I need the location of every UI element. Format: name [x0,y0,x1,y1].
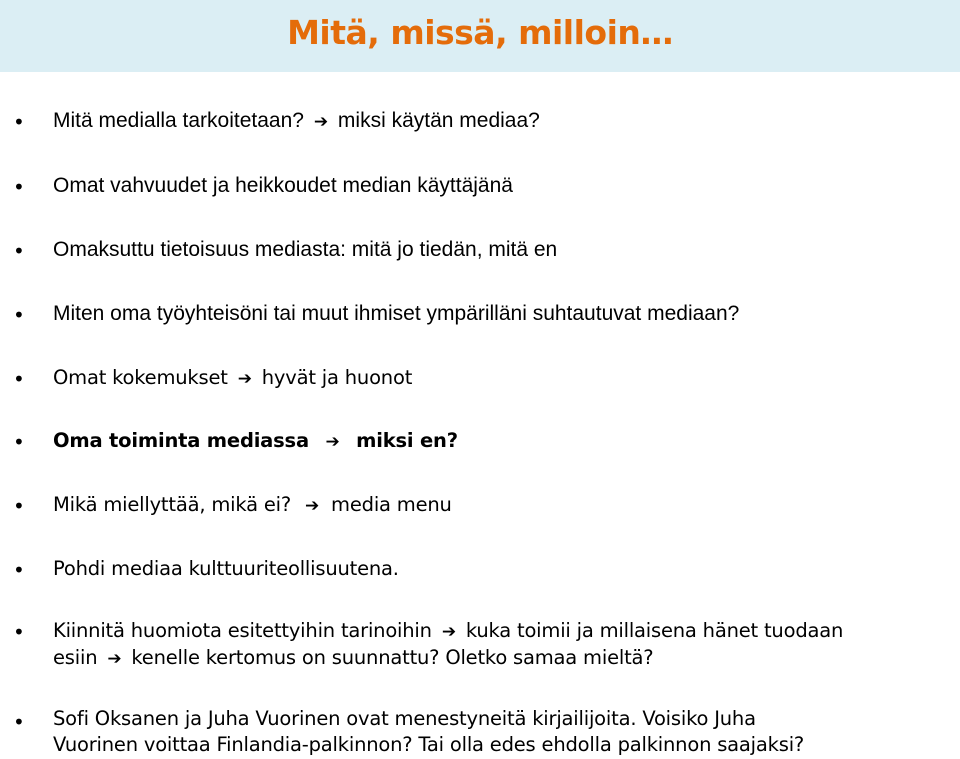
item-text: kenelle kertomus on suunnattu? Oletko samaa mieltä? [131,646,654,669]
arrow-right-icon: ➔ [441,622,456,642]
list-item [53,618,953,672]
arrow-right-icon: ➔ [313,112,329,132]
list-item [53,301,953,327]
arrow-right-icon: ➔ [237,369,252,389]
item-text: kuka toimii ja millaisena hänet tuodaan [465,619,844,642]
item-text: miksi en? [356,429,458,452]
arrow-right-icon: ➔ [107,649,122,669]
arrow-right-icon: ➔ [325,432,340,452]
list-item [53,428,953,455]
bullet-dot: • [13,620,25,644]
item-text: Mikä miellyttää, mikä ei? [53,493,291,516]
item-text: Miten oma työyhteisöni tai muut ihmiset ympärilläni suhtautuvat mediaan? [53,302,740,325]
list-item [53,173,953,199]
bullet-dot: • [13,239,25,263]
bullet-dot: • [13,558,25,582]
item-text: Omaksuttu tietoisuus mediasta: mitä jo tiedän, mitä en [53,238,558,261]
list-item [53,706,953,758]
arrow-right-icon: ➔ [305,496,320,516]
list-item [53,492,953,519]
bullet-dot: • [13,303,25,327]
bullet-dot: • [13,175,25,199]
bullet-dot: • [13,494,25,518]
item-text: Mitä medialla tarkoitetaan? [53,109,304,132]
bullet-dot: • [13,367,25,391]
item-text: hyvät ja huonot [261,366,413,389]
bullet-dot: • [13,110,25,134]
item-text: Vuorinen voittaa Finlandia-palkinnon? Tai olla edes ehdolla palkinnon saajaksi? [53,733,805,756]
item-text: Pohdi mediaa kulttuuriteollisuutena. [53,557,399,580]
slide-title: Mitä, missä, milloin… [287,13,673,52]
item-text: media menu [331,493,452,516]
bullet-dot: • [13,710,25,734]
item-text: Omat vahvuudet ja heikkoudet median käyttäjänä [53,174,513,197]
list-item [53,556,953,582]
list-item [53,237,953,263]
list-item [53,365,953,392]
item-text: Omat kokemukset [53,366,228,389]
item-text: Sofi Oksanen ja Juha Vuorinen ovat menestyneitä kirjailijoita. Voisiko Juha [53,707,756,730]
bullet-dot: • [13,430,25,454]
item-text: miksi käytän mediaa? [337,109,540,132]
item-text: esiin [53,646,98,669]
item-text: Oma toiminta mediassa [53,429,309,452]
list-item [53,108,953,135]
item-text: Kiinnitä huomiota esitettyihin tarinoihin [53,619,432,642]
